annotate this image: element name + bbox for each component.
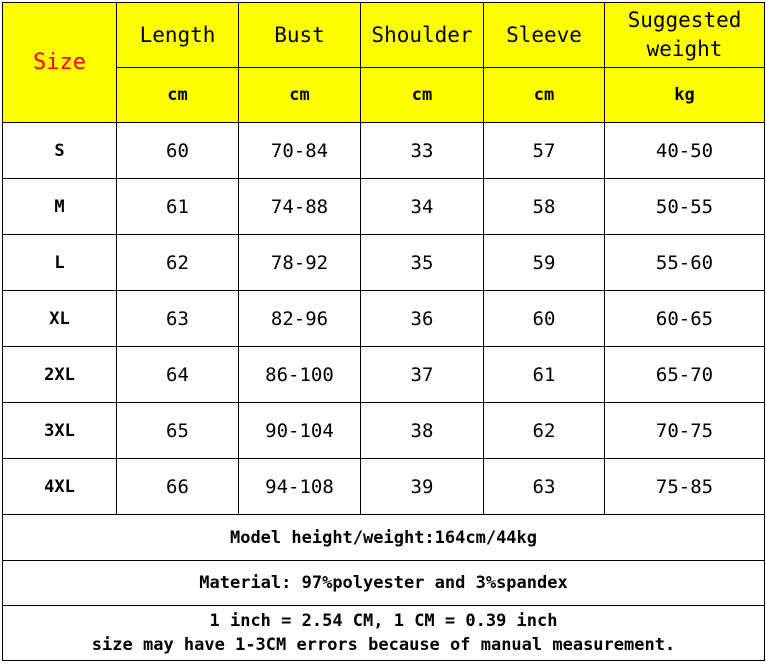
table-row	[3, 123, 765, 179]
sleeve-cell: 57	[484, 123, 605, 179]
weight-cell: 75-85	[605, 459, 765, 515]
shoulder-cell: 37	[361, 347, 484, 403]
bust-cell: 86-100	[239, 347, 361, 403]
length-cell: 62	[117, 235, 239, 291]
weight-cell: 40-50	[605, 123, 765, 179]
length-unit: cm	[117, 68, 239, 123]
table-row	[3, 235, 765, 291]
table-row	[3, 403, 765, 459]
size-cell: 4XL	[3, 459, 117, 515]
length-cell: 60	[117, 123, 239, 179]
length-cell: 66	[117, 459, 239, 515]
sleeve-cell: 59	[484, 235, 605, 291]
weight-header-line2: weight	[646, 37, 723, 61]
sleeve-unit: cm	[484, 68, 605, 123]
shoulder-cell: 34	[361, 179, 484, 235]
bust-cell: 82-96	[239, 291, 361, 347]
table-row	[3, 291, 765, 347]
size-cell: M	[3, 179, 117, 235]
weight-cell: 65-70	[605, 347, 765, 403]
sleeve-cell: 63	[484, 459, 605, 515]
header-row	[3, 3, 765, 68]
sleeve-cell: 61	[484, 347, 605, 403]
weight-cell: 55-60	[605, 235, 765, 291]
bust-cell: 94-108	[239, 459, 361, 515]
weight-cell: 50-55	[605, 179, 765, 235]
length-cell: 63	[117, 291, 239, 347]
sleeve-cell: 62	[484, 403, 605, 459]
length-header: Length	[117, 3, 239, 68]
weight-unit: kg	[605, 68, 765, 123]
shoulder-header: Shoulder	[361, 3, 484, 68]
size-cell: 2XL	[3, 347, 117, 403]
length-cell: 64	[117, 347, 239, 403]
bust-unit: cm	[239, 68, 361, 123]
shoulder-cell: 35	[361, 235, 484, 291]
weight-cell: 70-75	[605, 403, 765, 459]
model-note: Model height/weight:164cm/44kg	[3, 515, 765, 561]
bust-cell: 90-104	[239, 403, 361, 459]
length-cell: 65	[117, 403, 239, 459]
size-cell: S	[3, 123, 117, 179]
conversion-note: 1 inch = 2.54 CM, 1 CM = 0.39 inch	[209, 611, 558, 631]
material-note-row	[3, 561, 765, 606]
material-note: Material: 97%polyester and 3%spandex	[3, 561, 765, 606]
shoulder-cell: 36	[361, 291, 484, 347]
weight-cell: 60-65	[605, 291, 765, 347]
bust-cell: 78-92	[239, 235, 361, 291]
measurement-note	[3, 606, 765, 661]
table-row	[3, 459, 765, 515]
size-chart-table	[2, 2, 765, 661]
table-row	[3, 347, 765, 403]
length-cell: 61	[117, 179, 239, 235]
weight-header-line1: Suggested	[627, 8, 742, 32]
unit-row	[3, 68, 765, 123]
measurement-note-row	[3, 606, 765, 661]
shoulder-cell: 38	[361, 403, 484, 459]
size-header: Size	[3, 3, 117, 123]
table-row	[3, 179, 765, 235]
bust-cell: 70-84	[239, 123, 361, 179]
error-note: size may have 1-3CM errors because of manual measurement.	[91, 635, 676, 655]
size-cell: L	[3, 235, 117, 291]
bust-header: Bust	[239, 3, 361, 68]
shoulder-unit: cm	[361, 68, 484, 123]
model-note-row	[3, 515, 765, 561]
size-chart	[2, 2, 764, 664]
size-cell: 3XL	[3, 403, 117, 459]
sleeve-cell: 58	[484, 179, 605, 235]
size-cell: XL	[3, 291, 117, 347]
bust-cell: 74-88	[239, 179, 361, 235]
sleeve-header: Sleeve	[484, 3, 605, 68]
shoulder-cell: 39	[361, 459, 484, 515]
weight-header	[605, 3, 765, 68]
shoulder-cell: 33	[361, 123, 484, 179]
sleeve-cell: 60	[484, 291, 605, 347]
